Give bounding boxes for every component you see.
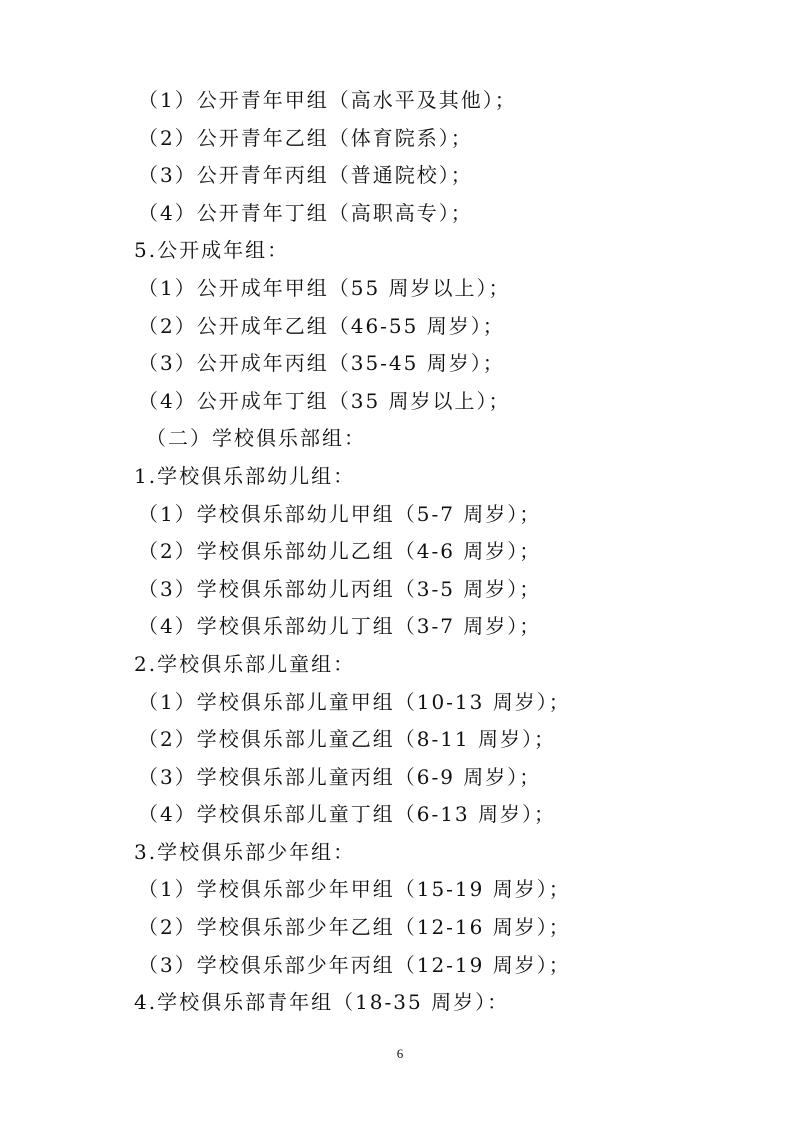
list-item: （2）学校俱乐部少年乙组（12-16 周岁）；: [138, 915, 571, 940]
list-item: （3）学校俱乐部儿童丙组（6-9 周岁）；: [138, 764, 542, 789]
group-heading: 2.学校俱乐部儿童组：: [134, 651, 356, 676]
section-heading: （二）学校俱乐部组：: [146, 426, 366, 451]
list-item: （4）学校俱乐部儿童丁组（6-13 周岁）；: [138, 802, 557, 827]
document-body: [134, 82, 734, 1022]
list-item: （1）学校俱乐部幼儿甲组（5-7 周岁）；: [138, 501, 542, 526]
list-item: （1）公开青年甲组（高水平及其他）；: [138, 88, 517, 112]
page-number: 6: [396, 1046, 404, 1061]
list-item: （3）公开青年丙组（普通院校）；: [138, 163, 473, 188]
list-item: （3）学校俱乐部少年丙组（12-19 周岁）；: [138, 952, 571, 977]
list-item: （3）学校俱乐部幼儿丙组（3-5 周岁）；: [138, 576, 542, 601]
list-item: （3）公开成年丙组（35-45 周岁）；: [138, 351, 505, 376]
group-heading: 3.学校俱乐部少年组：: [134, 839, 356, 864]
list-item: （2）公开成年乙组（46-55 周岁）；: [138, 313, 505, 338]
list-item: （2）学校俱乐部幼儿乙组（4-6 周岁）；: [138, 539, 542, 564]
group-heading: 5.公开成年组：: [134, 238, 290, 263]
group-heading: 1.学校俱乐部幼儿组：: [134, 463, 356, 488]
list-item: （4）公开青年丁组（高职高专）；: [138, 200, 473, 225]
list-item: （4）公开成年丁组（35 周岁以上）；: [138, 388, 511, 413]
list-item: （2）学校俱乐部儿童乙组（8-11 周岁）；: [138, 727, 557, 752]
list-item: （4）学校俱乐部幼儿丁组（3-7 周岁）；: [138, 614, 542, 639]
group-heading: 4.学校俱乐部青年组（18-35 周岁）：: [134, 990, 510, 1015]
list-item: （1）公开成年甲组（55 周岁以上）；: [138, 275, 511, 300]
list-item: （1）学校俱乐部儿童甲组（10-13 周岁）；: [138, 689, 571, 714]
list-item: （2）公开青年乙组（体育院系）；: [138, 125, 473, 150]
list-item: （1）学校俱乐部少年甲组（15-19 周岁）；: [138, 877, 571, 902]
